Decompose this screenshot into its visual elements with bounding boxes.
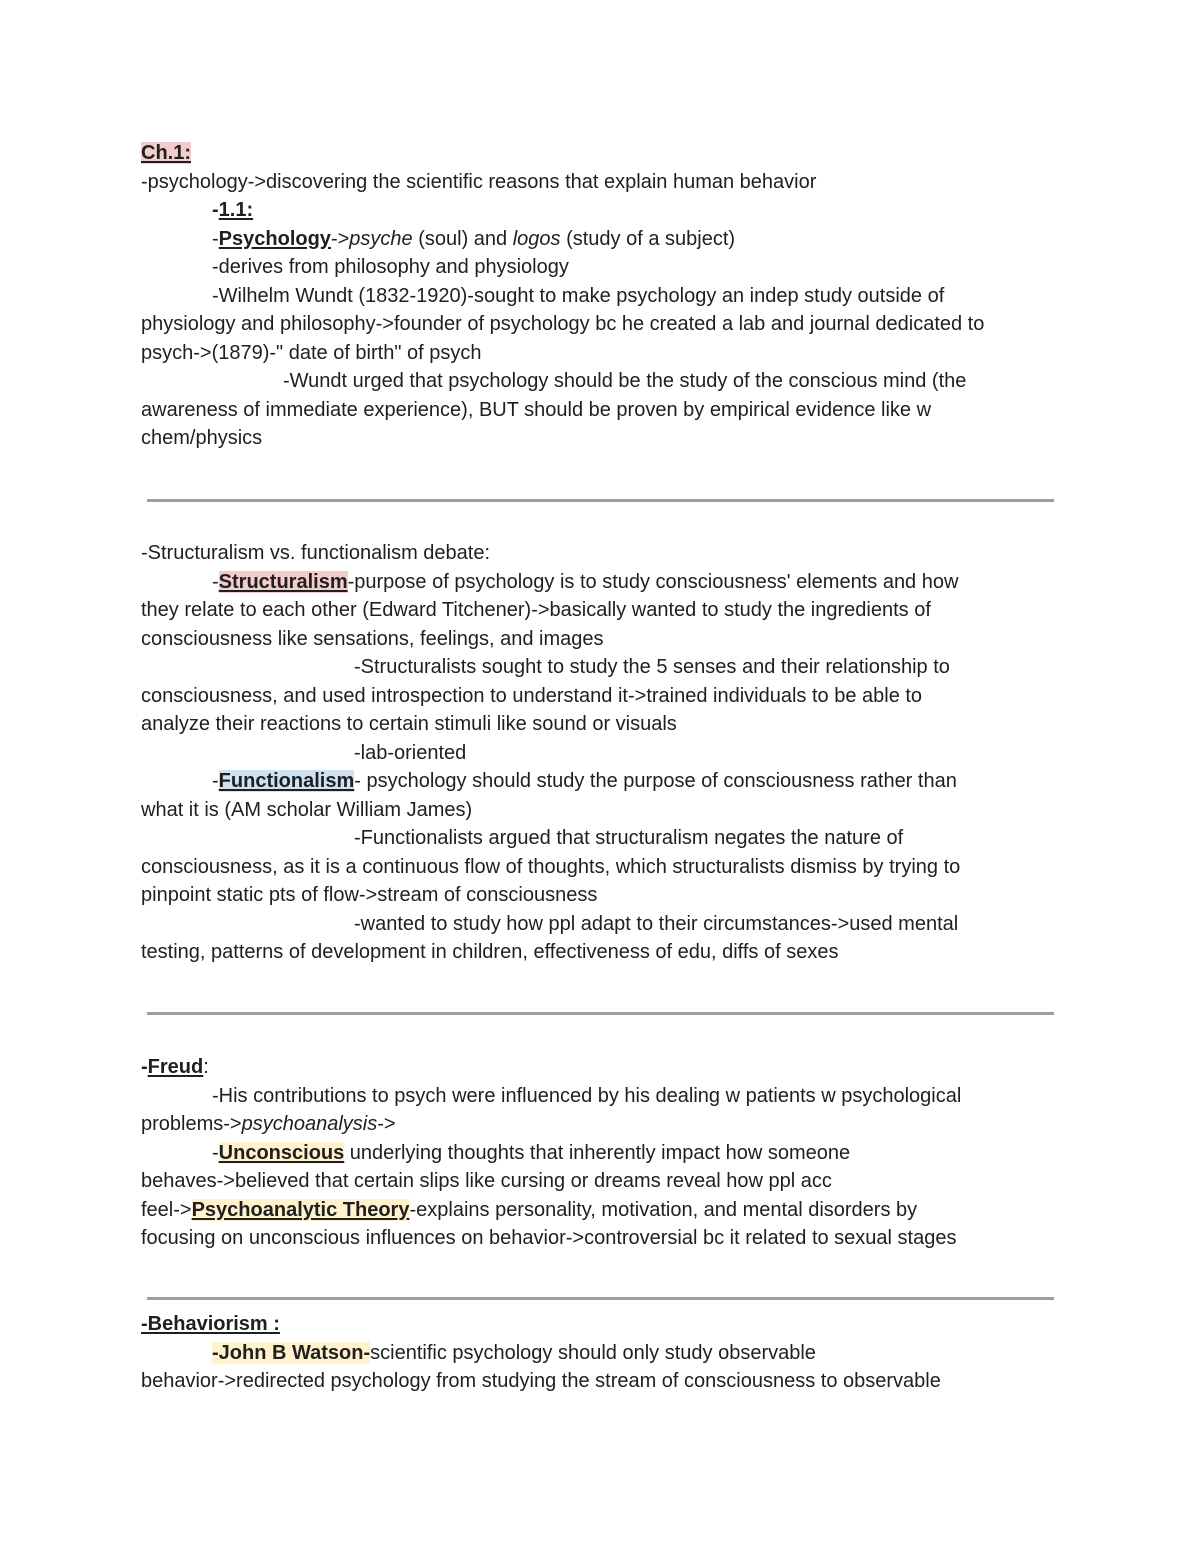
unc-line3-pre: feel-> bbox=[141, 1198, 192, 1221]
struct-senses-line-3: analyze their reactions to certain stimuli like sound or visuals bbox=[141, 713, 677, 735]
psychology-term: Psychology bbox=[218, 227, 331, 250]
wundt-line-3: psych->(1879)-" date of birth" of psych bbox=[141, 341, 482, 364]
structuralism-line-1 bbox=[141, 568, 1061, 597]
psych-mid: (soul) and bbox=[412, 227, 513, 250]
freud-colon: : bbox=[203, 1056, 209, 1078]
functionalism-term: Functionalism bbox=[218, 770, 355, 792]
freud-contrib-line-2 bbox=[141, 1110, 1061, 1139]
debate-section bbox=[141, 539, 1061, 967]
func-argued-line-2: consciousness, as it is a continuous flow of thoughts, which structuralists dismiss by trying to bbox=[141, 855, 961, 878]
freud-contrib-line-1: -His contributions to psych were influenced by his dealing w patients w psychological bbox=[212, 1084, 962, 1107]
contrib-pre: problems-> bbox=[141, 1113, 242, 1135]
psychoanalytic-theory-term: Psychoanalytic Theory bbox=[191, 1198, 410, 1221]
functionalism-line-1 bbox=[141, 767, 1061, 796]
divider-2 bbox=[147, 1012, 1054, 1015]
func-dash: - bbox=[212, 770, 219, 792]
subheading-line bbox=[141, 196, 1061, 225]
watson-line-2: behavior->redirected psychology from studying the stream of consciousness to observable bbox=[141, 1370, 941, 1392]
behaviorism-heading: -Behaviorism : bbox=[141, 1313, 280, 1335]
functionalism-line-2: what it is (AM scholar William James) bbox=[141, 798, 473, 821]
unconscious-line-4: focusing on unconscious influences on behavior->controversial bc it related to sexual stages bbox=[141, 1227, 957, 1249]
wundt-line-2: physiology and philosophy->founder of psychology bc he created a lab and journal dedicated to bbox=[141, 313, 985, 335]
unc-line3-post: -explains personality, motivation, and mental disorders by bbox=[409, 1198, 918, 1221]
logos-word: logos bbox=[512, 227, 561, 250]
func-wanted-line-2: testing, patterns of development in children, effectiveness of edu, diffs of sexes bbox=[141, 941, 839, 963]
behaviorism-heading-line bbox=[141, 1310, 1061, 1339]
func-argued-line-3: pinpoint static pts of flow->stream of consciousness bbox=[141, 884, 598, 906]
struct-senses-line-2: consciousness, and used introspection to understand it->trained individuals to be able to bbox=[141, 684, 923, 707]
watson-rest: scientific psychology should only study observable bbox=[370, 1341, 816, 1364]
freud-heading-line bbox=[141, 1053, 1061, 1082]
chapter-intro: -psychology->discovering the scientific reasons that explain human behavior bbox=[141, 170, 817, 193]
chapter-heading-line bbox=[141, 139, 1061, 168]
func-rest: - psychology should study the purpose of consciousness rather than bbox=[354, 770, 957, 792]
psych-dash: - bbox=[212, 227, 219, 250]
contrib-post: -> bbox=[377, 1113, 396, 1135]
psychology-definition bbox=[141, 225, 1061, 254]
psych-end: (study of a subject) bbox=[560, 227, 736, 250]
struct-rest: -purpose of psychology is to study consciousness' elements and how bbox=[347, 570, 959, 593]
psych-arrow: -> bbox=[330, 227, 350, 250]
debate-intro: -Structuralism vs. functionalism debate: bbox=[141, 542, 491, 564]
wundt-urged-line-1: -Wundt urged that psychology should be the study of the conscious mind (the bbox=[283, 370, 967, 392]
unconscious-line-3 bbox=[141, 1196, 1061, 1225]
derives-line: -derives from philosophy and physiology bbox=[212, 256, 569, 278]
structuralism-line-3: consciousness like sensations, feelings, and images bbox=[141, 627, 604, 650]
lab-oriented: -lab-oriented bbox=[354, 741, 467, 764]
divider-1 bbox=[147, 499, 1054, 502]
divider-3 bbox=[147, 1297, 1054, 1300]
subheading-prefix: - bbox=[212, 199, 219, 221]
subheading: 1.1: bbox=[218, 199, 254, 221]
struct-senses-line-1: -Structuralists sought to study the 5 senses and their relationship to bbox=[354, 656, 950, 678]
watson-term: -John B Watson- bbox=[212, 1341, 371, 1364]
psychoanalysis-term: psychoanalysis bbox=[241, 1113, 378, 1135]
unconscious-term: Unconscious bbox=[218, 1141, 345, 1164]
wundt-line-1: -Wilhelm Wundt (1832-1920)-sought to make psychology an indep study outside of bbox=[212, 284, 945, 307]
wundt-urged-line-2: awareness of immediate experience), BUT should be proven by empirical evidence like w bbox=[141, 398, 932, 421]
func-argued-line-1: -Functionalists argued that structuralism negates the nature of bbox=[354, 827, 904, 849]
struct-dash: - bbox=[212, 570, 219, 593]
unconscious-line-2: behaves->believed that certain slips like cursing or dreams reveal how ppl acc bbox=[141, 1170, 832, 1192]
structuralism-term: Structuralism bbox=[218, 570, 348, 593]
psyche-word: psyche bbox=[349, 227, 413, 250]
freud-dash: - bbox=[141, 1056, 148, 1078]
wundt-urged-line-3: chem/physics bbox=[141, 427, 263, 449]
watson-line-1 bbox=[141, 1339, 1061, 1368]
unc-rest: underlying thoughts that inherently impact how someone bbox=[344, 1141, 851, 1164]
freud-section bbox=[141, 1053, 1061, 1253]
behaviorism-section bbox=[141, 1310, 1061, 1396]
chapter-heading: Ch.1: bbox=[141, 142, 191, 164]
func-wanted-line-1: -wanted to study how ppl adapt to their circumstances->used mental bbox=[354, 912, 959, 935]
unc-dash: - bbox=[212, 1141, 219, 1164]
structuralism-line-2: they relate to each other (Edward Titchener)->basically wanted to study the ingredients of bbox=[141, 599, 931, 621]
chapter-section bbox=[141, 139, 1061, 453]
unconscious-line-1 bbox=[141, 1139, 1061, 1168]
freud-heading: Freud bbox=[147, 1056, 204, 1078]
